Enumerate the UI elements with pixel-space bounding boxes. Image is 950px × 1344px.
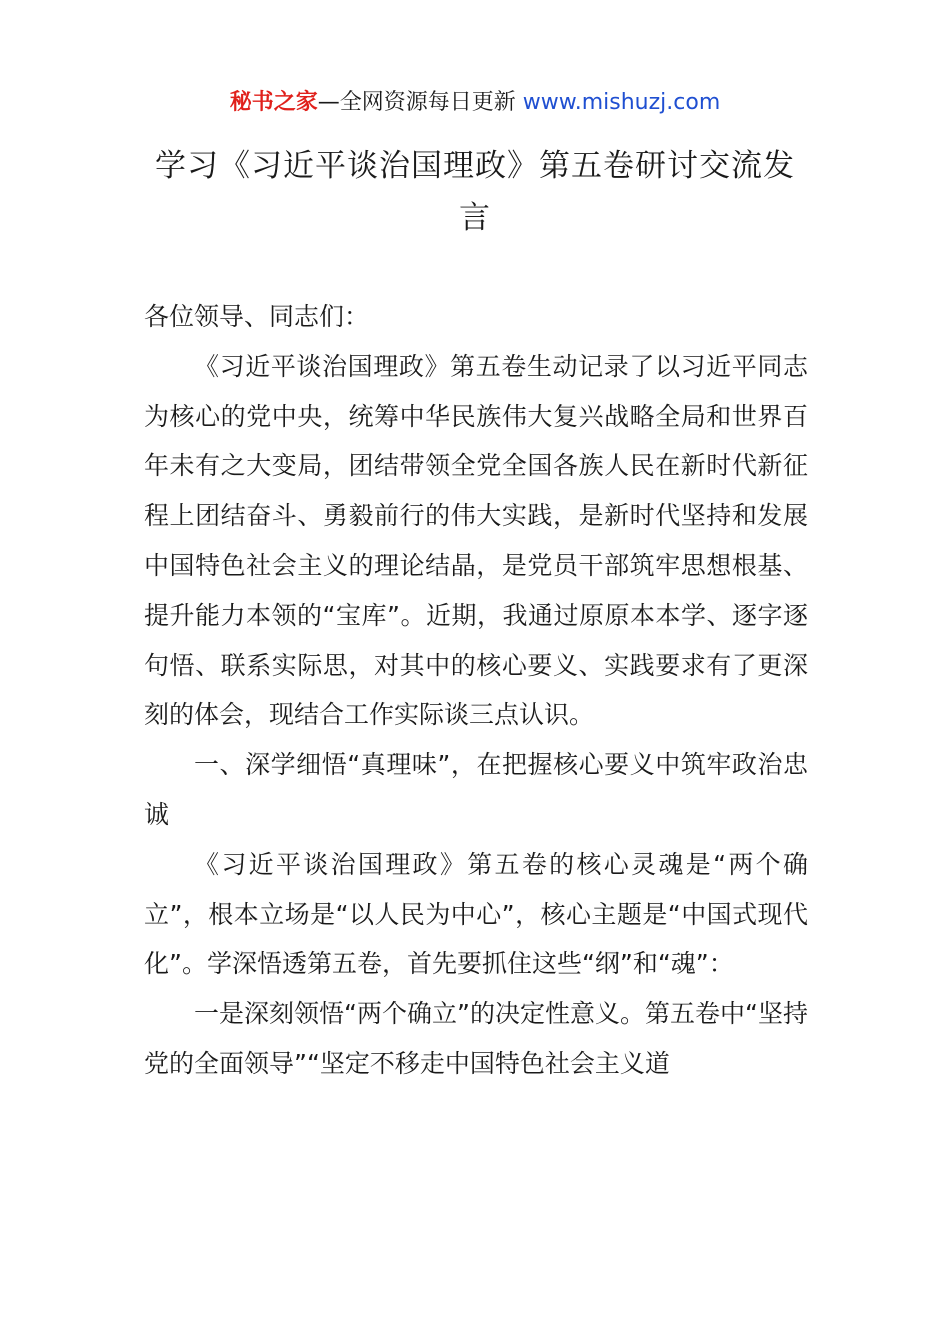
site-url-link[interactable]: www.mishuzj.com xyxy=(522,90,721,115)
header-tagline: —全网资源每日更新 xyxy=(317,90,516,115)
document-title: 学习《习近平谈治国理政》第五卷研讨交流发言 xyxy=(155,148,795,236)
body-paragraph: 《习近平谈治国理政》第五卷生动记录了以习近平同志为核心的党中央，统筹中华民族伟大复兴战略全局和世界百年未有之大变局，团结带领全党全国各族人民在新时代新征程上团结奋斗、勇毅前行的伟大实践，是新时代坚持和发展中国特色社会主义的理论结晶，是党员干部筑牢思想根基、提升能力本领的“宝库”。近期，我通过原原本本学、逐字逐句悟、联系实际思，对其中的核心要义、实践要求有了更深刻的体会，现结合工作实际谈三点认识。 xyxy=(144,351,808,730)
body-paragraph: 一是深刻领悟“两个确立”的决定性意义。第五卷中“坚持党的全面领导”“坚定不移走中国特色社会主义道 xyxy=(144,999,808,1078)
document-body xyxy=(144,292,808,1089)
salutation: 各位领导、同志们： xyxy=(144,302,370,331)
section-heading: 一、深学细悟“真理味”，在把握核心要义中筑牢政治忠诚 xyxy=(144,750,808,829)
page-header xyxy=(0,86,950,120)
brand-name: 秘书之家 xyxy=(229,90,318,115)
body-paragraph: 《习近平谈治国理政》第五卷的核心灵魂是“两个确立”，根本立场是“以人民为中心”，核心主题是“中国式现代化”。学深悟透第五卷，首先要抓住这些“纲”和“魂”： xyxy=(144,849,808,979)
